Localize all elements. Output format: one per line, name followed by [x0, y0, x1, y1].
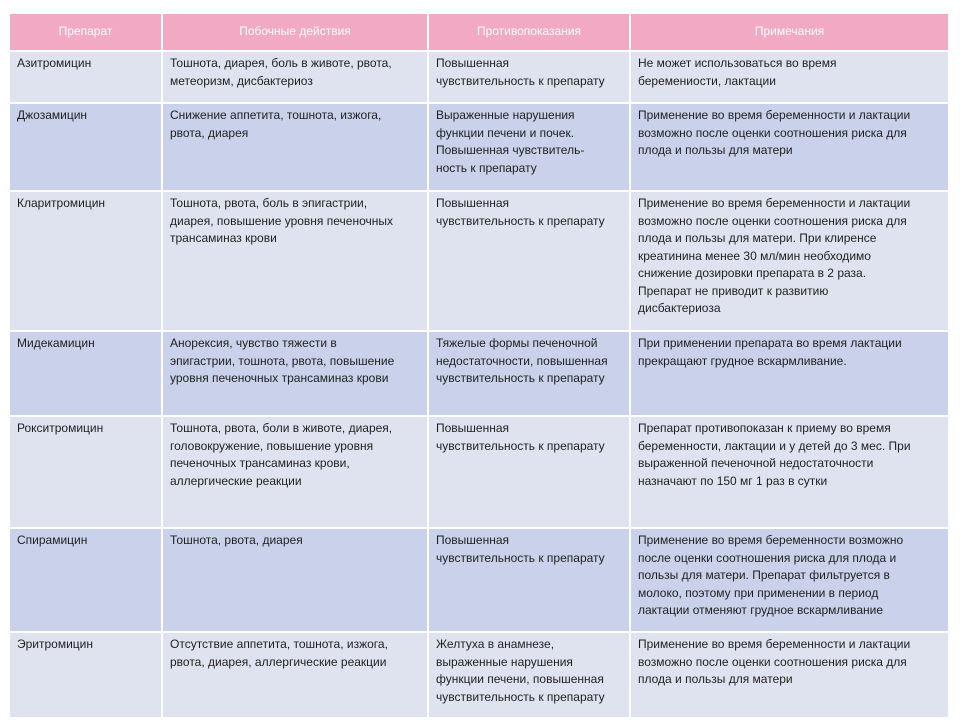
cell-drug: [9, 416, 162, 528]
header-contraindications: Противопоказания: [428, 13, 630, 51]
table-row: [9, 331, 949, 416]
cell-contraindications: [428, 416, 630, 528]
cell-contraindications-text: Желтуха в анамнезе, выраженные нарушения функции печени, повышенная чувствительность к препарату: [436, 637, 605, 704]
cell-side-effects-text: Снижение аппетита, тошнота, изжога, рвота, диарея: [170, 108, 382, 140]
cell-drug: [9, 51, 162, 103]
cell-contraindications-text: Тяжелые формы печеночной недостаточности, повышенная чувствительность к препарату: [436, 336, 608, 385]
cell-drug: [9, 103, 162, 191]
cell-notes: [630, 191, 949, 331]
table-row: [9, 51, 949, 103]
cell-contraindications: [428, 191, 630, 331]
table-row: [9, 416, 949, 528]
cell-notes-text: Применение во время беременности и лактации возможно после оценки соотношения риска для плода и пользы для матери. При клиренсе креатинина менее 30 мл/мин необходимо снижение дозировки препарата в 2 раза. Препарат не приводит к развитию дисбактериоза: [638, 196, 911, 315]
cell-notes-text: Препарат противопоказан к приему во время беременности, лактации и у детей до 3 мес. При выраженной печеночной недостаточности назначают по 150 мг 1 раз в сутки: [638, 421, 911, 488]
cell-notes-text: Применение во время беременности и лактации возможно после оценки соотношения риска для плода и пользы для матери: [638, 637, 911, 686]
cell-drug-text: Мидекамицин: [17, 336, 95, 350]
cell-side-effects-text: Тошнота, рвота, боли в животе, диарея, головокружение, повышение уровня печеночных трансаминаз крови, аллергические реакции: [170, 421, 393, 488]
cell-drug-text: Эритромицин: [17, 637, 94, 651]
cell-contraindications: [428, 528, 630, 632]
cell-side-effects: [162, 528, 428, 632]
cell-drug: [9, 331, 162, 416]
cell-side-effects-text: Отсутствие аппетита, тошнота, изжога, рвота, диарея, аллергические реакции: [170, 637, 388, 669]
cell-contraindications-text: Повышенная чувствительность к препарату: [436, 421, 605, 453]
cell-drug-text: Джозамицин: [17, 108, 88, 122]
cell-contraindications: [428, 331, 630, 416]
cell-side-effects: [162, 416, 428, 528]
cell-notes: [630, 51, 949, 103]
cell-notes-text: При применении препарата во время лактации прекращают грудное вскармливание.: [638, 336, 902, 368]
cell-contraindications: [428, 103, 630, 191]
macrolide-table: [8, 12, 950, 719]
cell-notes: [630, 331, 949, 416]
cell-drug-text: Кларитромицин: [17, 196, 106, 210]
cell-drug-text: Спирамицин: [17, 533, 88, 547]
cell-drug: [9, 528, 162, 632]
cell-notes: [630, 528, 949, 632]
cell-contraindications-text: Повышенная чувствительность к препарату: [436, 56, 605, 88]
cell-side-effects: [162, 51, 428, 103]
table-row: [9, 191, 949, 331]
macrolide-table-wrapper: [8, 12, 948, 719]
cell-side-effects: [162, 331, 428, 416]
table-row: [9, 103, 949, 191]
header-side-effects: Побочные действия: [162, 13, 428, 51]
header-notes: Примечания: [630, 13, 949, 51]
cell-side-effects: [162, 632, 428, 718]
cell-contraindications-text: Повышенная чувствительность к препарату: [436, 196, 605, 228]
cell-notes: [630, 416, 949, 528]
cell-notes-text: Не может использоваться во время беремениости, лактации: [638, 56, 837, 88]
cell-contraindications: [428, 632, 630, 718]
cell-notes-text: Применение во время беременности возможно после оценки соотношения риска для плода и пользы для матери. Препарат фильтруется в молоко, поэтому при применении в период лактации отменяют грудное вскармливание: [638, 533, 904, 617]
cell-drug: [9, 632, 162, 718]
cell-notes: [630, 632, 949, 718]
table-row: [9, 632, 949, 718]
cell-side-effects: [162, 103, 428, 191]
cell-side-effects-text: Тошнота, рвота, диарея: [170, 533, 303, 547]
cell-side-effects-text: Анорексия, чувство тяжести в эпигастрии, тошнота, рвота, повышение уровня печеночных трансаминаз крови: [170, 336, 395, 385]
cell-drug-text: Рокситромицин: [17, 421, 104, 435]
header-drug: Препарат: [9, 13, 162, 51]
cell-contraindications-text: Выраженные нарушения функции печени и почек. Повышенная чувствитель- ность к препарату: [436, 108, 585, 175]
cell-side-effects-text: Тошнота, диарея, боль в животе, рвота, метеоризм, дисбактериоз: [170, 56, 392, 88]
table-header-row: [9, 13, 949, 51]
cell-side-effects-text: Тошнота, рвота, боль в эпигастрии, диарея, повышение уровня печеночных трансаминаз крови: [170, 196, 393, 245]
cell-side-effects: [162, 191, 428, 331]
table-row: [9, 528, 949, 632]
cell-contraindications-text: Повышенная чувствительность к препарату: [436, 533, 605, 565]
cell-notes: [630, 103, 949, 191]
cell-notes-text: Применение во время беременности и лактации возможно после оценки соотношения риска для плода и пользы для матери: [638, 108, 911, 157]
cell-contraindications: [428, 51, 630, 103]
cell-drug-text: Азитромицин: [17, 56, 92, 70]
cell-drug: [9, 191, 162, 331]
